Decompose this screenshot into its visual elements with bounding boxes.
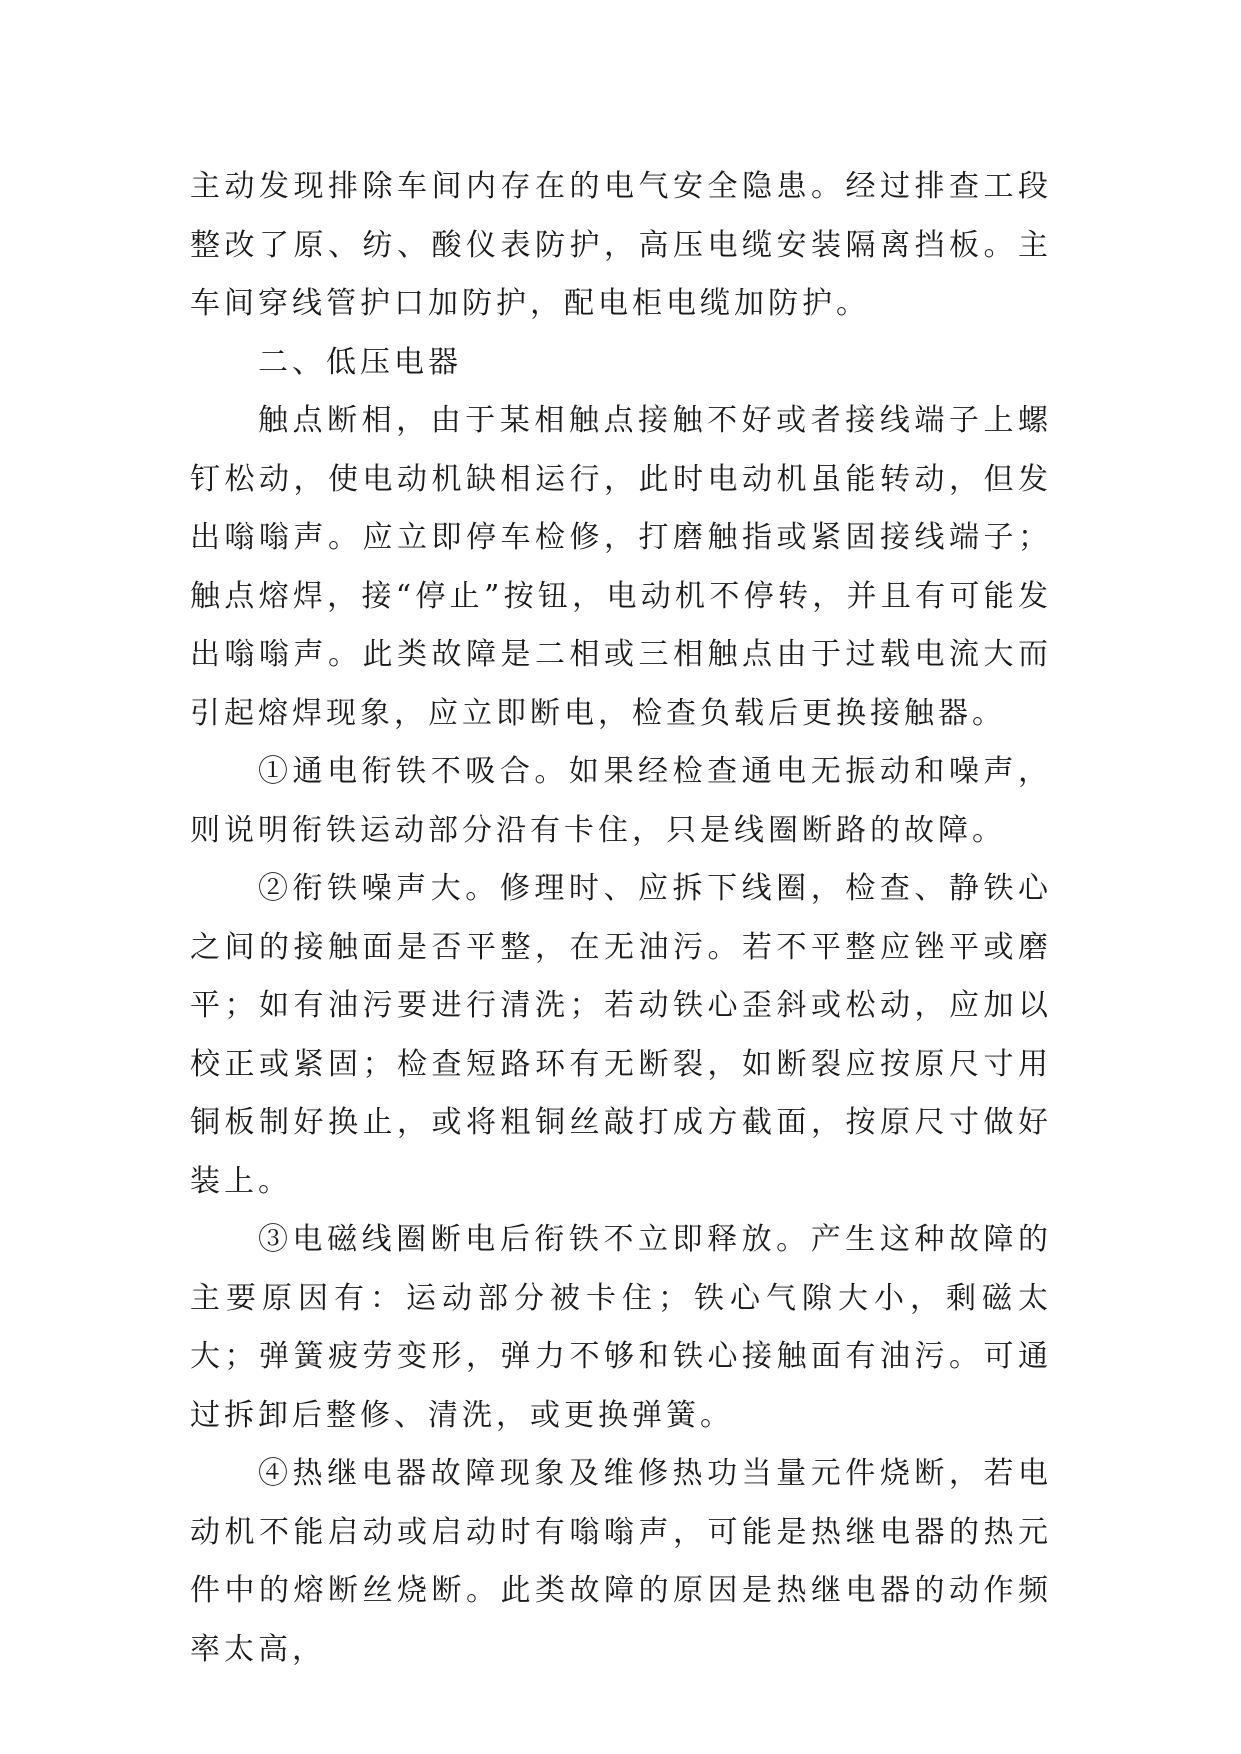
- section-heading: 二、低压电器: [258, 344, 462, 380]
- paragraph-item-1: ①通电衔铁不吸合。如果经检查通电无振动和噪声，则说明衔铁运动部分沿有卡住，只是线圈断路的故障。: [190, 754, 1052, 848]
- paragraph-continuation: 主动发现排除车间内存在的电气安全隐患。经过排查工段整改了原、纺、酸仪表防护，高压电缆安装隔离挡板。主车间穿线管护口加防护，配电柜电缆加防护。: [190, 169, 1052, 321]
- document-body: [190, 158, 1052, 1679]
- paragraph-item-3: ③电磁线圈断电后衔铁不立即释放。产生这种故障的主要原因有：运动部分被卡住；铁心气隙大小，剩磁太大；弹簧疲劳变形，弹力不够和铁心接触面有油污。可通过拆卸后整修、清洗，或更换弹簧。: [190, 1222, 1052, 1433]
- paragraph-item-2: ②衔铁噪声大。修理时、应拆下线圈，检查、静铁心之间的接触面是否平整，在无油污。若不平整应锉平或磨平；如有油污要进行清洗；若动铁心歪斜或松动，应加以校正或紧固；检查短路环有无断裂，如断裂应按原尺寸用铜板制好换止，或将粗铜丝敲打成方截面，按原尺寸做好装上。: [190, 871, 1052, 1199]
- paragraph-item-4: ④热继电器故障现象及维修热功当量元件烧断，若电动机不能启动或启动时有嗡嗡声，可能是热继电器的热元件中的熔断丝烧断。此类故障的原因是热继电器的动作频率太高，: [190, 1456, 1052, 1667]
- paragraph-contact-phase-loss: 触点断相，由于某相触点接触不好或者接线端子上螺钉松动，使电动机缺相运行，此时电动机虽能转动，但发出嗡嗡声。应立即停车检修，打磨触指或紧固接线端子；触点熔焊，接“停止”按钮，电动机不停转，并且有可能发出嗡嗡声。此类故障是二相或三相触点由于过载电流大而引起熔焊现象，应立即断电，检查负载后更换接触器。: [190, 403, 1052, 731]
